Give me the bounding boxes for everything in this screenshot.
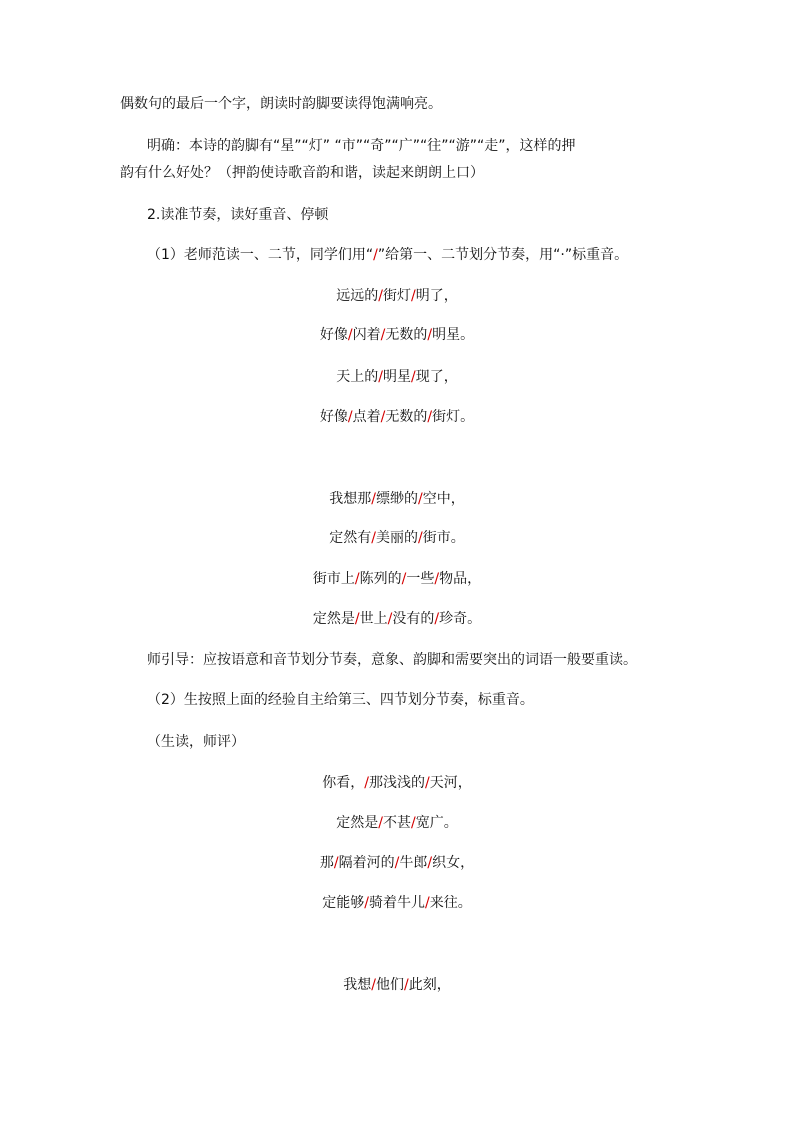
student-read-note: （生读，师评） xyxy=(147,734,245,750)
poem-segment: 来往。 xyxy=(429,895,472,911)
rhythm-slash: / xyxy=(378,815,383,831)
poem-segment: 好像 xyxy=(319,327,348,343)
poem-segment: 隔着河的 xyxy=(338,855,395,871)
rhythm-slash: / xyxy=(347,327,353,343)
rhythm-slash: / xyxy=(364,895,369,911)
rhythm-slash: / xyxy=(418,491,423,507)
poem-segment: 一些 xyxy=(406,571,435,587)
poem-segment: 不甚 xyxy=(383,815,411,831)
rhythm-slash: / xyxy=(333,855,339,871)
rhythm-slash: / xyxy=(371,977,376,993)
rhythm-slash: / xyxy=(427,327,433,343)
paragraph-clarify: 明确：本诗的韵脚有“星”“灯” “市”“奇”“广”“往”“游”“走”，这样的押 xyxy=(147,138,576,154)
poem-segment: 织女， xyxy=(432,855,475,871)
rhythm-slash: / xyxy=(434,571,440,587)
poem-segment: 宽广。 xyxy=(415,815,458,831)
slash-mark: / xyxy=(373,247,378,263)
poem-segment: 我想那 xyxy=(329,491,372,507)
instruction-step-1 xyxy=(147,245,628,265)
poem-line xyxy=(0,325,794,345)
poem-segment: 现了， xyxy=(415,369,458,385)
poem-segment: 无数的 xyxy=(385,327,428,343)
instruction-text: ”给第一、二节划分节奏，用“·”标重音。 xyxy=(377,247,629,263)
paragraph-rhyme-note: 偶数句的最后一个字，朗读时韵脚要读得饱满响亮。 xyxy=(120,96,442,112)
poem-segment: 定然是 xyxy=(312,611,355,627)
poem-segment: 定然有 xyxy=(329,530,372,546)
poem-segment: 天河， xyxy=(429,775,472,791)
poem-segment: 街灯。 xyxy=(432,409,475,425)
poem-segment: 闪着 xyxy=(352,327,381,343)
poem-segment: 陈列的 xyxy=(359,571,402,587)
section-heading-rhythm: 2.读准节奏，读好重音、停顿 xyxy=(147,207,329,223)
poem-segment: 定然是 xyxy=(336,815,379,831)
rhythm-slash: / xyxy=(427,409,433,425)
poem-segment: 好像 xyxy=(319,409,348,425)
poem-line xyxy=(0,893,794,913)
poem-segment: 牛郎 xyxy=(399,855,428,871)
rhythm-slash: / xyxy=(378,288,383,304)
poem-segment: 明星。 xyxy=(432,327,475,343)
poem-line xyxy=(0,286,794,306)
poem-line xyxy=(0,528,794,548)
rhythm-slash: / xyxy=(401,571,407,587)
poem-segment: 空中， xyxy=(422,491,465,507)
poem-segment: 珍奇。 xyxy=(439,611,482,627)
poem-segment: 我想 xyxy=(343,977,372,993)
poem-segment: 骑着牛儿 xyxy=(369,895,425,911)
poem-segment: 你看， xyxy=(322,775,365,791)
instruction-step-2: （2）生按照上面的经验自主给第三、四节划分节奏，标重音。 xyxy=(147,692,534,708)
poem-line xyxy=(0,407,794,427)
paragraph-clarify-cont: 韵有什么好处？（押韵使诗歌音韵和谐，读起来朗朗上口） xyxy=(120,165,484,181)
poem-segment: 远远的 xyxy=(336,288,379,304)
poem-segment: 无数的 xyxy=(385,409,428,425)
rhythm-slash: / xyxy=(425,775,430,791)
rhythm-slash: / xyxy=(380,327,386,343)
poem-segment: 物品， xyxy=(439,571,482,587)
poem-segment: 定能够 xyxy=(322,895,365,911)
rhythm-slash: / xyxy=(411,815,416,831)
rhythm-slash: / xyxy=(387,611,393,627)
rhythm-slash: / xyxy=(418,530,423,546)
rhythm-slash: / xyxy=(347,409,353,425)
rhythm-slash: / xyxy=(354,611,360,627)
poem-segment: 世上 xyxy=(359,611,388,627)
rhythm-slash: / xyxy=(411,288,416,304)
rhythm-slash: / xyxy=(378,369,383,385)
poem-segment: 天上的 xyxy=(336,369,379,385)
poem-segment: 他们 xyxy=(376,977,404,993)
poem-segment: 缥缈的 xyxy=(376,491,418,507)
poem-line xyxy=(0,367,794,387)
poem-segment: 街市上 xyxy=(312,571,355,587)
rhythm-slash: / xyxy=(434,611,440,627)
poem-line xyxy=(0,813,794,833)
rhythm-slash: / xyxy=(394,855,400,871)
poem-line xyxy=(0,975,794,995)
poem-line xyxy=(0,773,794,793)
poem-segment: 那 xyxy=(319,855,334,871)
poem-line xyxy=(0,853,794,873)
rhythm-slash: / xyxy=(425,895,430,911)
rhythm-slash: / xyxy=(427,855,433,871)
poem-segment: 没有的 xyxy=(392,611,435,627)
poem-line xyxy=(0,569,794,589)
poem-segment: 明星 xyxy=(383,369,411,385)
teacher-guidance: 师引导：应按语意和音节划分节奏，意象、韵脚和需要突出的词语一般要重读。 xyxy=(147,652,637,668)
rhythm-slash: / xyxy=(380,409,386,425)
poem-segment: 街市。 xyxy=(422,530,465,546)
poem-segment: 明了， xyxy=(415,288,458,304)
rhythm-slash: / xyxy=(371,530,376,546)
rhythm-slash: / xyxy=(371,491,376,507)
poem-line xyxy=(0,609,794,629)
poem-segment: 此刻， xyxy=(408,977,451,993)
instruction-text: （1）老师范读一、二节，同学们用“ xyxy=(147,247,374,263)
poem-segment: 那浅浅的 xyxy=(369,775,425,791)
rhythm-slash: / xyxy=(404,977,409,993)
poem-segment: 点着 xyxy=(352,409,381,425)
poem-segment: 美丽的 xyxy=(376,530,418,546)
rhythm-slash: / xyxy=(364,775,369,791)
poem-segment: 街灯 xyxy=(383,288,411,304)
rhythm-slash: / xyxy=(354,571,360,587)
rhythm-slash: / xyxy=(411,369,416,385)
poem-line xyxy=(0,489,794,509)
